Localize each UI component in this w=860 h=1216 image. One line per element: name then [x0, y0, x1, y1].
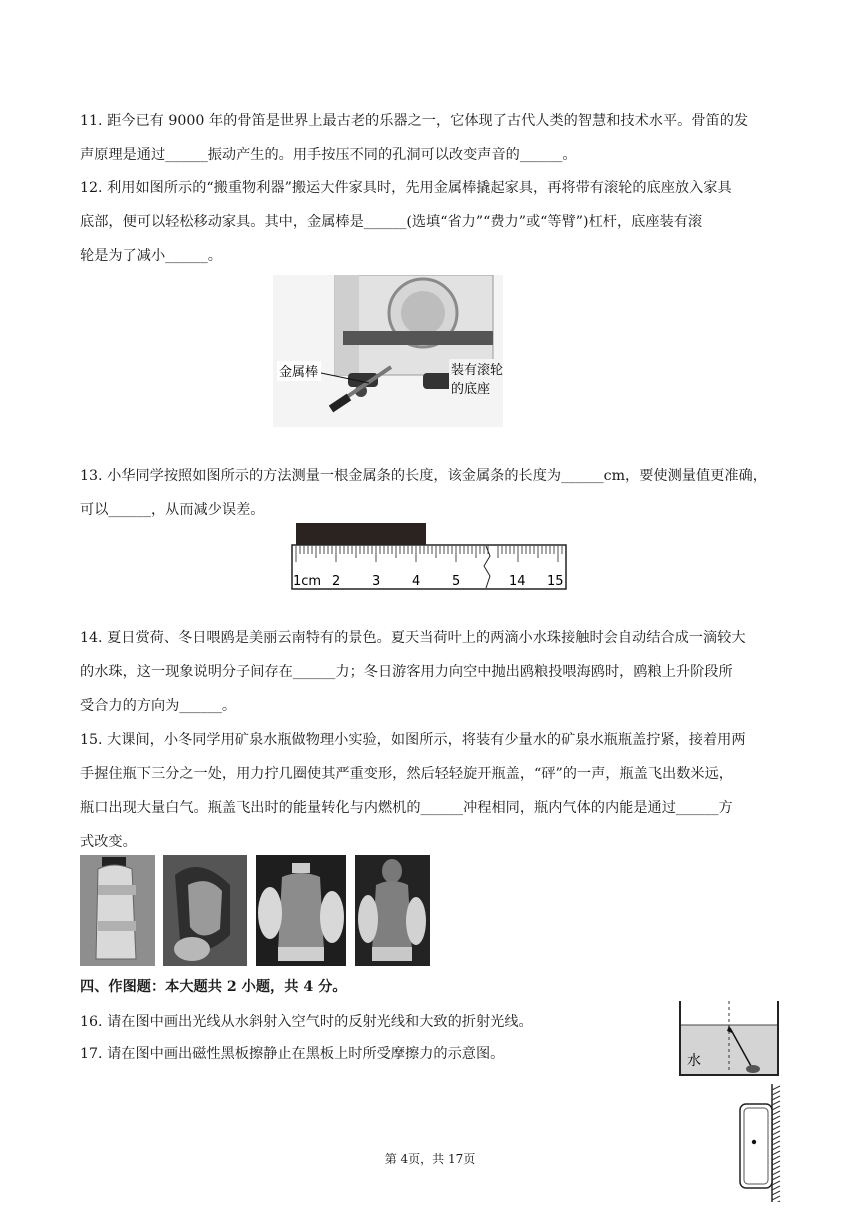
section-heading: 四、作图题：本大题共 2 小题，共 4 分。 — [80, 979, 347, 995]
hatch-mark — [772, 1141, 780, 1145]
wheeled-base-label-2: 的底座 — [451, 382, 491, 397]
bottle-photo-3 — [256, 855, 346, 966]
q17-text: 17. 请在图中画出磁性黑板擦静止在黑板上时所受摩擦力的示意图。 — [80, 1046, 505, 1062]
bottle-photo-4 — [355, 855, 430, 966]
hatch-mark — [772, 1131, 780, 1135]
blackboard-diagram — [734, 1084, 782, 1202]
hatch-mark — [772, 1186, 780, 1190]
q14-line-3: 受合力的方向为______。 — [80, 698, 237, 714]
furniture-mover-photo — [273, 275, 503, 427]
ruler-label-5: 5 — [452, 574, 461, 589]
ruler-label-2: 2 — [332, 574, 341, 589]
q16-text: 16. 请在图中画出光线从水斜射入空气时的反射光线和大致的折射光线。 — [80, 1014, 533, 1030]
q12-line-1: 12. 利用如图所示的“搬重物利器”搬运大件家具时，先用金属棒撬起家具，再将带有滚轮的底座放入家具 — [80, 180, 732, 196]
bottle-experiment-photos — [80, 855, 430, 967]
hatch-mark — [772, 1106, 780, 1110]
hatch-mark — [772, 1201, 780, 1202]
metal-strip — [296, 523, 426, 545]
q15-line-3: 瓶口出现大量白气。瓶盖飞出时的能量转化与内燃机的______冲程相同，瓶内气体的内能是通过______方 — [80, 800, 733, 816]
page-footer: 第 4页，共 17页 — [384, 1152, 476, 1166]
q15-line-4: 式改变。 — [80, 834, 137, 850]
ruler-figure — [290, 522, 568, 592]
q11-line-2: 声原理是通过______振动产生的。用手按压不同的孔洞可以改变声音的______。 — [80, 147, 577, 163]
wheeled-base-label-1: 装有滚轮 — [451, 363, 503, 378]
hatch-mark — [772, 1126, 780, 1130]
ruler — [290, 522, 568, 592]
bottle-photos — [80, 855, 430, 967]
hatch-mark — [772, 1086, 780, 1090]
hatch-mark — [772, 1091, 780, 1095]
q15-line-2: 手握住瓶下三分之一处，用力拧几圈使其严重变形，然后轻轻旋开瓶盖，“砰”的一声，瓶盖飞出数米远， — [80, 766, 733, 782]
q14-line-2: 的水珠，这一现象说明分子间存在______力；冬日游客用力向空中抛出鸥粮投喂海鸥时，鸥粮上升阶段所 — [80, 664, 733, 680]
ruler-label-1cm: 1cm — [293, 574, 322, 589]
water-label: 水 — [687, 1053, 701, 1069]
metal-rod-label: 金属棒 — [279, 365, 319, 380]
blackboard-eraser-figure — [734, 1084, 782, 1202]
hatch-mark — [772, 1121, 780, 1125]
q14-line-1: 14. 夏日赏荷、冬日喂鸥是美丽云南特有的景色。夏天当荷叶上的两滴小水珠接触时会自动结合成一滴较大 — [80, 630, 746, 646]
q12-line-3: 轮是为了减小______。 — [80, 248, 222, 264]
ruler-label-15: 15 — [547, 574, 564, 589]
hatch-mark — [772, 1176, 780, 1180]
hatch-mark — [772, 1111, 780, 1115]
hatch-mark — [772, 1096, 780, 1100]
hatch-mark — [772, 1181, 780, 1185]
furniture-mover-figure — [273, 275, 503, 427]
hatch-mark — [772, 1101, 780, 1105]
q15-line-1: 15. 大课间，小冬同学用矿泉水瓶做物理小实验，如图所示，将装有少量水的矿泉水瓶瓶盖拧紧，接着用两 — [80, 732, 746, 748]
q13-line-2: 可以______，从而减少误差。 — [80, 502, 265, 518]
center-of-mass-dot — [752, 1140, 756, 1144]
hatch-mark — [772, 1171, 780, 1175]
light-source — [746, 1065, 760, 1073]
bottle-photo-1 — [80, 855, 155, 966]
eraser — [740, 1104, 772, 1188]
hatch-mark — [772, 1196, 780, 1200]
q11-line-1: 11. 距今已有 9000 年的骨笛是世界上最古老的乐器之一，它体现了古代人类的智慧和技术水平。骨笛的发 — [80, 113, 749, 129]
hatch-mark — [772, 1136, 780, 1140]
water-container-diagram — [677, 995, 781, 1079]
q12-line-2: 底部，便可以轻松移动家具。其中，金属棒是______(选填“省力”“费力”或“等臂”)杠杆，底座装有滚 — [80, 214, 703, 230]
bottle-photo-2 — [163, 855, 247, 966]
ruler-label-4: 4 — [412, 574, 421, 589]
ruler-label-3: 3 — [372, 574, 381, 589]
q13-line-1: 13. 小华同学按照如图所示的方法测量一根金属条的长度，该金属条的长度为______cm，要使测量值更准确， — [80, 468, 767, 484]
hatch-mark — [772, 1191, 780, 1195]
hatch-mark — [772, 1116, 780, 1120]
water-light-figure — [677, 995, 781, 1079]
ruler-label-14: 14 — [509, 574, 526, 589]
